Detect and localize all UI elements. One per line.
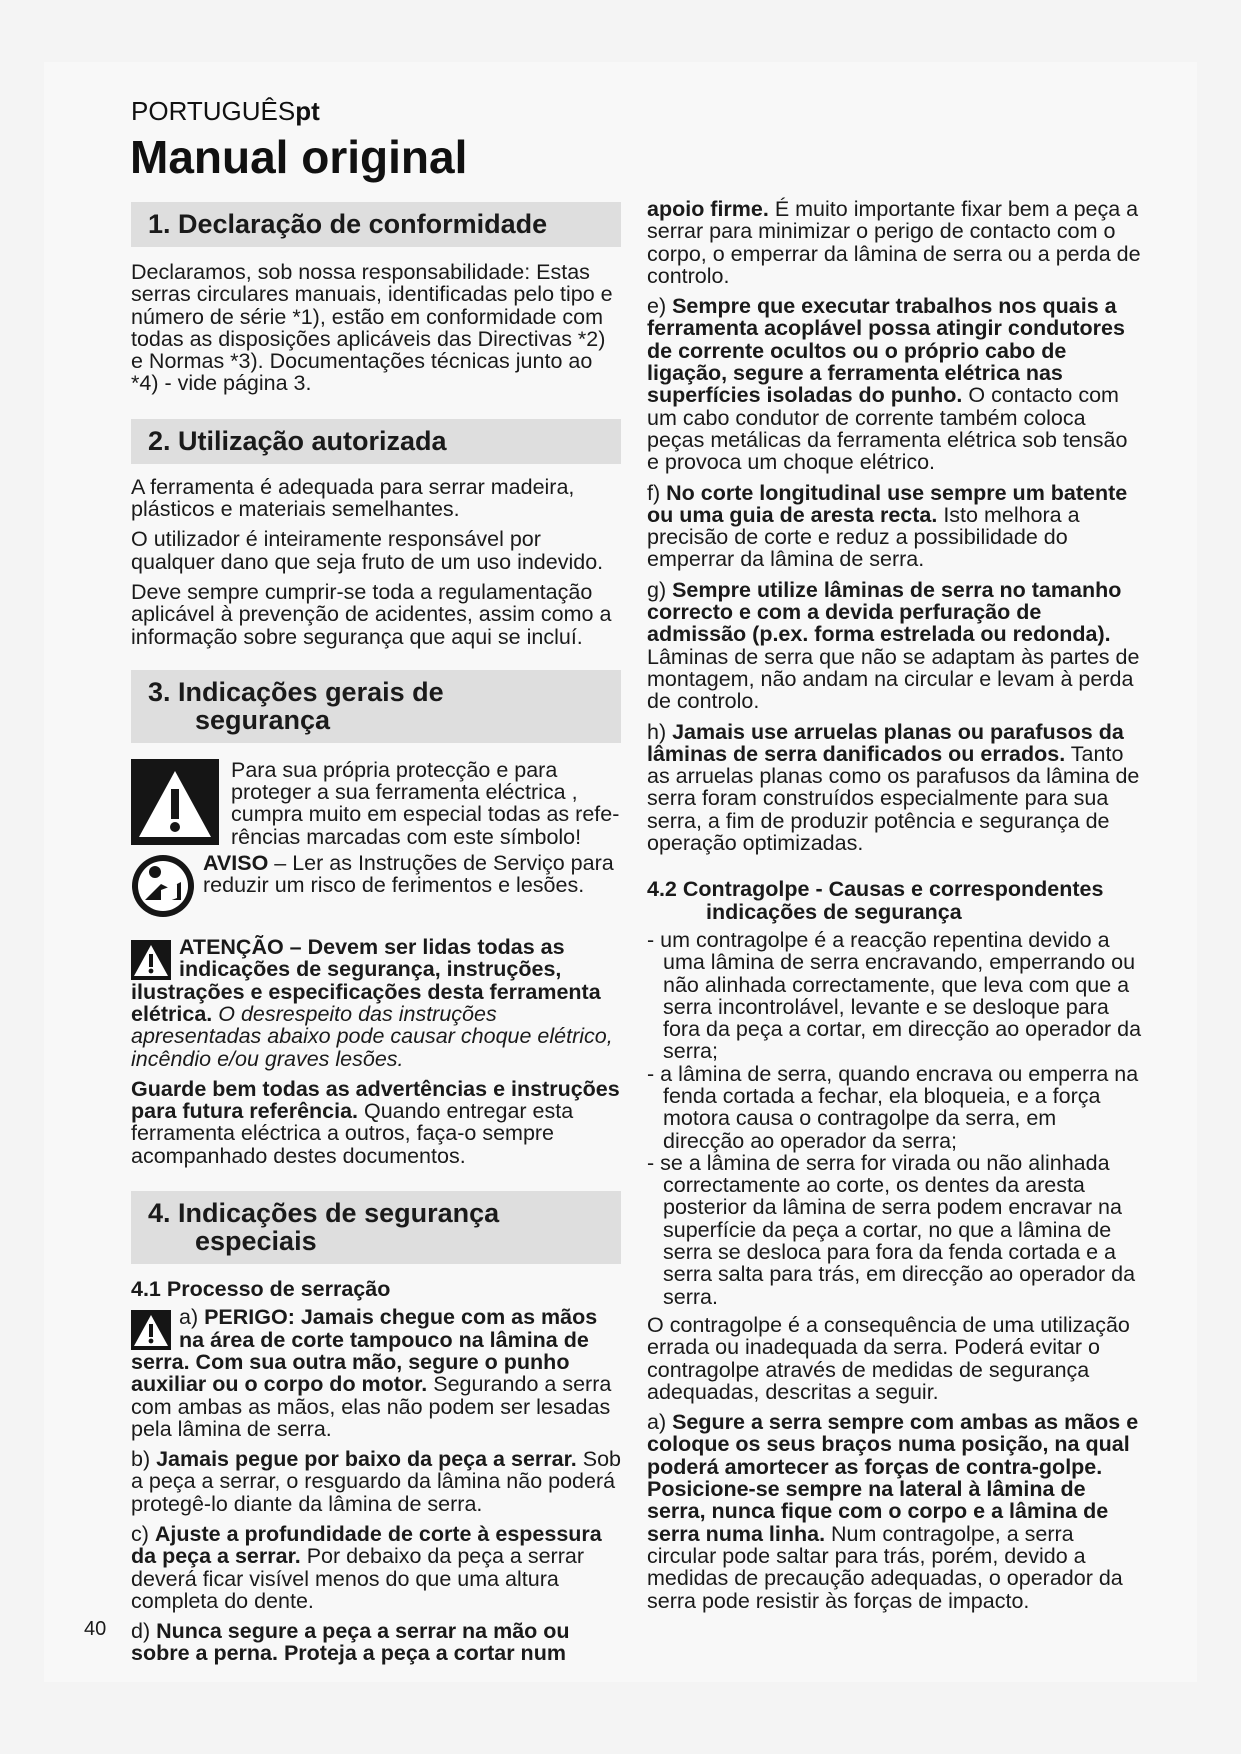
page-title: Manual original (130, 131, 468, 183)
read-manual-icon (131, 854, 195, 918)
item-a-label: a) (179, 1305, 205, 1330)
warning-symbol-row (131, 759, 621, 848)
guarde-paragraph (131, 1078, 621, 1167)
item-a (131, 1306, 621, 1440)
item-d-cont-bold: apoio firme. (647, 197, 769, 221)
section-1-number: 1. (148, 209, 171, 239)
item-b (131, 1448, 621, 1515)
item-h-label: h) (647, 719, 673, 744)
item-f-text: Isto melhora a precisão de corte e reduz a possibilidade do emperrar da lâmina de serra. (647, 502, 1080, 572)
item-c (131, 1523, 621, 1612)
item-g (647, 579, 1142, 713)
section-2-number: 2. (148, 425, 171, 456)
guarde-text: Quando entregar esta ferramenta eléctrica a outros, faça-o sempre acompanhado destes documentos. (131, 1099, 574, 1168)
section-1-text: Declaramos, sob nossa responsabilidade: Estas serras circulares manuais, identificadas pelo tipo e número de série *1), estão em conformidade com todas as disposições aplicáveis das Directivas *2) e Normas *3). Documentações técnicas junto ao *4) - vide página 3. (131, 260, 613, 396)
item-d-label: d) (131, 1619, 157, 1644)
item-c-text: Por debaixo da peça a serrar deverá ficar visível menos do que uma altura completa do dente. (131, 1544, 584, 1613)
right-column (647, 198, 1142, 1620)
item-e-label: e) (647, 294, 673, 319)
small-warning-icon (131, 940, 171, 980)
guarde-bold: Guarde bem todas as advertências e instruções para futura referência. (131, 1076, 620, 1124)
item-e-bold: Sempre que executar trabalhos nos quais a ferramenta acoplável possa atingir condutores de corrente ocultos ou o próprio cabo de ligação, segure a ferramenta elétrica nas superfícies isoladas do punho. (647, 294, 1125, 408)
subsection-4-1: 4.1 Processo de serração (131, 1277, 391, 1302)
item-d-bold: Nunca segure a peça a serrar na mão ou sobre a perna. Proteja a peça a cortar num (131, 1619, 570, 1666)
section-2-p3: Deve sempre cumprir-se toda a regulamentação aplicável à prevenção de acidentes, assim como a informação sobre segurança que aqui se incluí. (131, 579, 612, 649)
item-h-bold: Jamais use arruelas planas ou parafusos da lâminas de serra danificados ou errados. (647, 719, 1124, 766)
kickback-paragraph: O contragolpe é a consequência de uma utilização errada ou inadequada da serra. Poderá evitar o contragolpe através de medidas de segurança adequadas, descritas a seguir. (647, 1312, 1130, 1404)
section-4-title-cont: especiais (195, 1226, 317, 1257)
item-c-label: c) (131, 1521, 155, 1546)
item-f (647, 482, 1142, 571)
section-3-number: 3. (148, 676, 171, 707)
section-2-p1: A ferramenta é adequada para serrar madeira, plásticos e materiais semelhantes. (131, 474, 575, 522)
item-g-text: Lâminas de serra que não se adaptam às partes de montagem, não andam na circular e levam à perda de controlo. (647, 644, 1140, 714)
aviso-label: AVISO (203, 852, 269, 876)
item-a-bold: PERIGO: Jamais chegue com as mãos na área de corte tampouco na lâmina de serra. Com sua outra mão, segure o punho auxiliar ou o corpo do motor. (131, 1305, 598, 1397)
item-c-bold: Ajuste a profundidade de corte à espessura da peça a serrar. (131, 1521, 602, 1569)
language-name: PORTUGUÊS (131, 96, 296, 126)
kickback-item-a-text: Num contragolpe, a serra circular pode saltar para trás, porém, devido a medidas de precaução adequadas, o operador da serra pode resistir às forças de impacto. (647, 1521, 1123, 1613)
item-g-bold: Sempre utilize lâminas de serra no tamanho correcto e com a devida perfuração de admissão (p.ex. forma estrelada ou redonda). (647, 577, 1122, 647)
kickback-item-a-bold: Segure a serra sempre com ambas as mãos e coloque os seus braços numa posição, na qual poderá amortecer as forças de contra-golpe. Posicione-se sempre na lateral à lâmina de serra, nunca fique com o corpo e a lâmina de serra numa linha. (647, 1410, 1139, 1546)
language-code: pt (295, 96, 320, 126)
subsection-4-2-title: 4.2 Contragolpe - Causas e correspondentes (647, 877, 1104, 902)
item-g-label: g) (647, 577, 673, 602)
kickback-causes-list (647, 929, 1142, 1308)
section-1-heading (131, 202, 621, 247)
small-warning-icon (131, 1310, 171, 1350)
section-4-heading (131, 1191, 621, 1264)
list-item: - um contragolpe é a reacção repentina devido a uma lâmina de serra encravando, emperrando ou não alinhada correctamente, que leva com que a serra incontrolável, levante e se desloque para fora da peça a cortar, em direcção ao operador da serra; (647, 927, 1142, 1064)
item-d (131, 1620, 621, 1665)
atencao-italic: O desrespeito das instruções apresentadas abaixo pode causar choque elétrico, incêndio e/ou graves lesões. (131, 1001, 613, 1071)
section-3-title-cont: segurança (195, 704, 331, 735)
item-b-label: b) (131, 1447, 157, 1472)
left-column (131, 202, 621, 1673)
item-f-bold: No corte longitudinal use sempre um batente ou uma guia de aresta recta. (647, 480, 1128, 527)
section-4-title: Indicações de segurança (178, 1198, 500, 1229)
item-f-label: f) (647, 480, 667, 505)
list-item: - se a lâmina de serra for virada ou não alinhada correctamente ao corte, os dentes da aresta posterior da lâmina de serra podem encravar na superfície da peça a cortar, no que a lâmina de serra se desloca para fora da fenda cortada e a serra salta para trás, em direcção ao operador da serra. (647, 1150, 1136, 1309)
section-3-title: Indicações gerais de (178, 676, 444, 707)
atencao-paragraph (131, 936, 621, 1070)
section-2-heading (131, 419, 621, 464)
subsection-4-2 (647, 878, 1142, 923)
item-d-continued (647, 198, 1142, 287)
item-e (647, 295, 1142, 473)
item-e-text: O contacto com um cabo condutor de corrente também coloca peças metálicas da ferramenta elétrica sob tensão e provoca um choque elétrico. (647, 383, 1128, 475)
section-1-title: Declaração de conformidade (178, 209, 548, 239)
aviso-text: – Ler as Instruções de Serviço para reduzir um risco de ferimentos e lesões. (203, 852, 614, 898)
item-d-cont-text: É muito importante fixar bem a peça a serrar para minimizar o perigo de contacto com o corpo, o emperrar da lâmina de serra ou a perda de controlo. (647, 197, 1141, 288)
kickback-item-a-label: a) (647, 1410, 673, 1435)
kickback-item-a (647, 1411, 1142, 1612)
item-h-text: Tanto as arruelas planas como os parafusos da lâmina de serra foram construídos especialmente para sua serra, a fim de produzir potência e segurança de operação optimizadas. (647, 741, 1140, 856)
symbol-explanation: Para sua própria protecção e para proteger a sua ferramenta eléctrica , cumpra muito em especial todas as refe-rências marcadas com este símbolo! (231, 757, 620, 849)
language-label (131, 96, 320, 127)
section-2-p2: O utilizador é inteiramente responsável por qualquer dano que seja fruto de um uso indevido. (131, 527, 604, 574)
aviso-block (131, 852, 621, 918)
item-h (647, 721, 1142, 855)
list-item: - a lâmina de serra, quando encrava ou emperra na fenda cortada a fechar, ela bloqueia, e a força motora causa o contragolpe da serra, em direcção ao operador da serra; (647, 1061, 1139, 1153)
atencao-bold: ATENÇÃO – Devem ser lidas todas as indicações de segurança, instruções, ilustrações e especificações desta ferramenta elétrica. (131, 935, 601, 1026)
subsection-4-2-title-cont: indicações de segurança (706, 899, 962, 924)
section-4-number: 4. (148, 1198, 171, 1229)
page-number: 40 (84, 1618, 107, 1640)
item-a-text: Segurando a serra com ambas as mãos, elas não podem ser lesadas pela lâmina de serra. (131, 1372, 612, 1441)
section-3-heading (131, 670, 621, 743)
item-b-text: Sob a peça a serrar, o resguardo da lâmina não poderá protegê-lo diante da lâmina de serra. (131, 1447, 621, 1516)
warning-triangle-icon (131, 759, 219, 845)
item-b-bold: Jamais pegue por baixo da peça a serrar. (156, 1447, 577, 1472)
section-2-title: Utilização autorizada (178, 425, 447, 456)
